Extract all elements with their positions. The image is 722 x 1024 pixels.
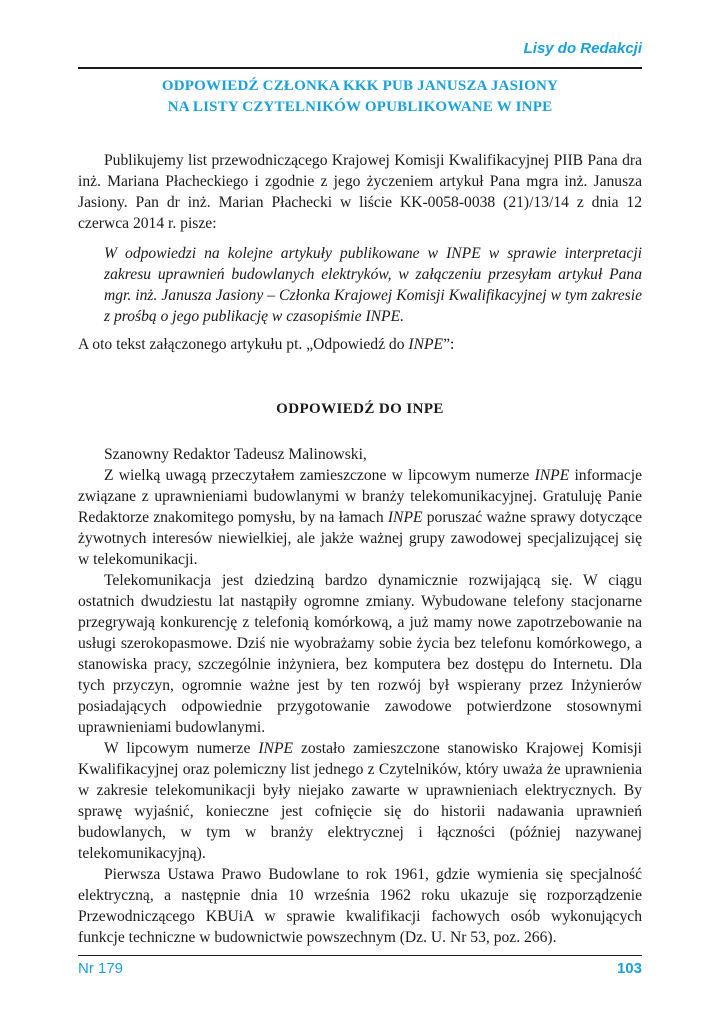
article-intro-suffix: ”: xyxy=(443,336,455,353)
intro-block xyxy=(78,150,642,234)
letter-paragraph-1 xyxy=(78,465,642,570)
p1-em-1: INPE xyxy=(534,467,570,484)
article-headline xyxy=(78,76,642,118)
letter-paragraph-4: Pierwsza Ustawa Prawo Budowlane to rok 1961, gdzie wymienia się specjalność elektryczną, a następnie dnia 10 września 1962 roku ukazuje się rozporządzenie Przewodniczącego KBUiA w sprawie kwalifikacji fachowych osób wykonujących funkcje techniczne w budownictwie powszechnym (Dz. U. Nr 53, poz. 266). xyxy=(78,866,642,946)
letter-salutation: Szanowny Redaktor Tadeusz Malinowski, xyxy=(104,446,367,463)
article-intro-line xyxy=(78,334,642,355)
headline-line-1: ODPOWIEDŹ CZŁONKA KKK PUB JANUSZA JASIONY xyxy=(161,78,559,94)
footer-rule xyxy=(78,955,642,956)
letter-body xyxy=(78,444,642,948)
header-rule xyxy=(78,67,642,69)
page-number: 103 xyxy=(616,960,642,977)
headline-line-2: NA LISTY CZYTELNIKÓW OPUBLIKOWANE W INPE xyxy=(167,99,553,115)
section-title: ODPOWIEDŹ DO INPE xyxy=(276,401,444,417)
intro-paragraph: Publikujemy list przewodniczącego Krajowej Komisji Kwalifikacyjnej PIIB Pana dra inż. Mariana Płacheckiego i zgodnie z jego życzeniem artykuł Pana mgra inż. Janusza Jasiony. Pan dr inż. Marian Płachecki w liście KK-0058-0038 (21)/13/14 z dnia 12 czerwca 2014 r. pisze: xyxy=(78,152,642,232)
article-intro-em: INPE xyxy=(408,336,444,353)
issue-number: Nr 179 xyxy=(78,960,124,977)
running-head: Lisy do Redakcji xyxy=(523,40,642,57)
p3-em: INPE xyxy=(258,740,294,757)
quoted-letter: W odpowiedzi na kolejne artykuły publikowane w INPE w sprawie interpretacji zakresu uprawnień budowlanych elektryków, w załączeniu przesyłam artykuł Pana mgr. inż. Janusza Jasiony – Członka Krajowej Komisji Kwalifikacyjnej w tym zakresie z prośbą o jego publikację w czasopiśmie INPE. xyxy=(104,245,642,325)
letter-paragraph-2: Telekomunikacja jest dziedziną bardzo dynamicznie rozwijającą się. W ciągu ostatnich dwudziestu lat nastąpiły ogromne zmiany. Wybudowane telefony stacjonarne przegrywają konkurencję z telefonią komórkową, a już mamy nowe zapotrzebowanie na usługi szerokopasmowe. Dziś nie wyobrażamy sobie życia bez telefonu komórkowego, a stanowiska pracy, szczególnie inżyniera, bez komputera bez dostępu do Internetu. Dla tych przyczyn, ogromnie ważne jest by ten rozwój był wspierany przez Inżynierów posiadających odpowiednie przygotowanie zawodowe potwierdzone stosownymi uprawnieniami budowlanymi. xyxy=(78,572,642,736)
letter-paragraph-3 xyxy=(78,738,642,864)
p3-part-b: zostało zamieszczone stanowisko Krajowej Komisji Kwalifikacyjnej oraz polemiczny list jednego z Czytelników, który uważa że uprawnienia w zakresie telekomunikacji były niejako zawarte w uprawnieniach elektrycznych. By sprawę wyjaśnić, konieczne jest cofnięcie się do historii nadawania uprawnień budowlanych, w tym w branży elektrycznej i łączności (później nazywanej telekomunikacyjną). xyxy=(78,740,642,862)
p1-em-2: INPE xyxy=(387,509,423,526)
p1-part-a: Z wielką uwagą przeczytałem zamieszczone w lipcowym numerze xyxy=(104,467,535,484)
p3-part-a: W lipcowym numerze xyxy=(104,740,259,757)
article-intro-prefix: A oto tekst załączonego artykułu pt. „Odpowiedź do xyxy=(78,336,409,353)
p1-part-b: informacje związane z uprawnieniami budowlanymi w branży telekomunikacyjnej. Gratuluję Panie Redaktorze znakomitego pomysłu, by na łamach xyxy=(78,467,642,526)
p1-part-c: poruszać ważne sprawy dotyczące żywotnych interesów niewielkiej, ale jakże ważnej grupy zawodowej specjalizującej się w telekomunikacji. xyxy=(78,509,642,568)
